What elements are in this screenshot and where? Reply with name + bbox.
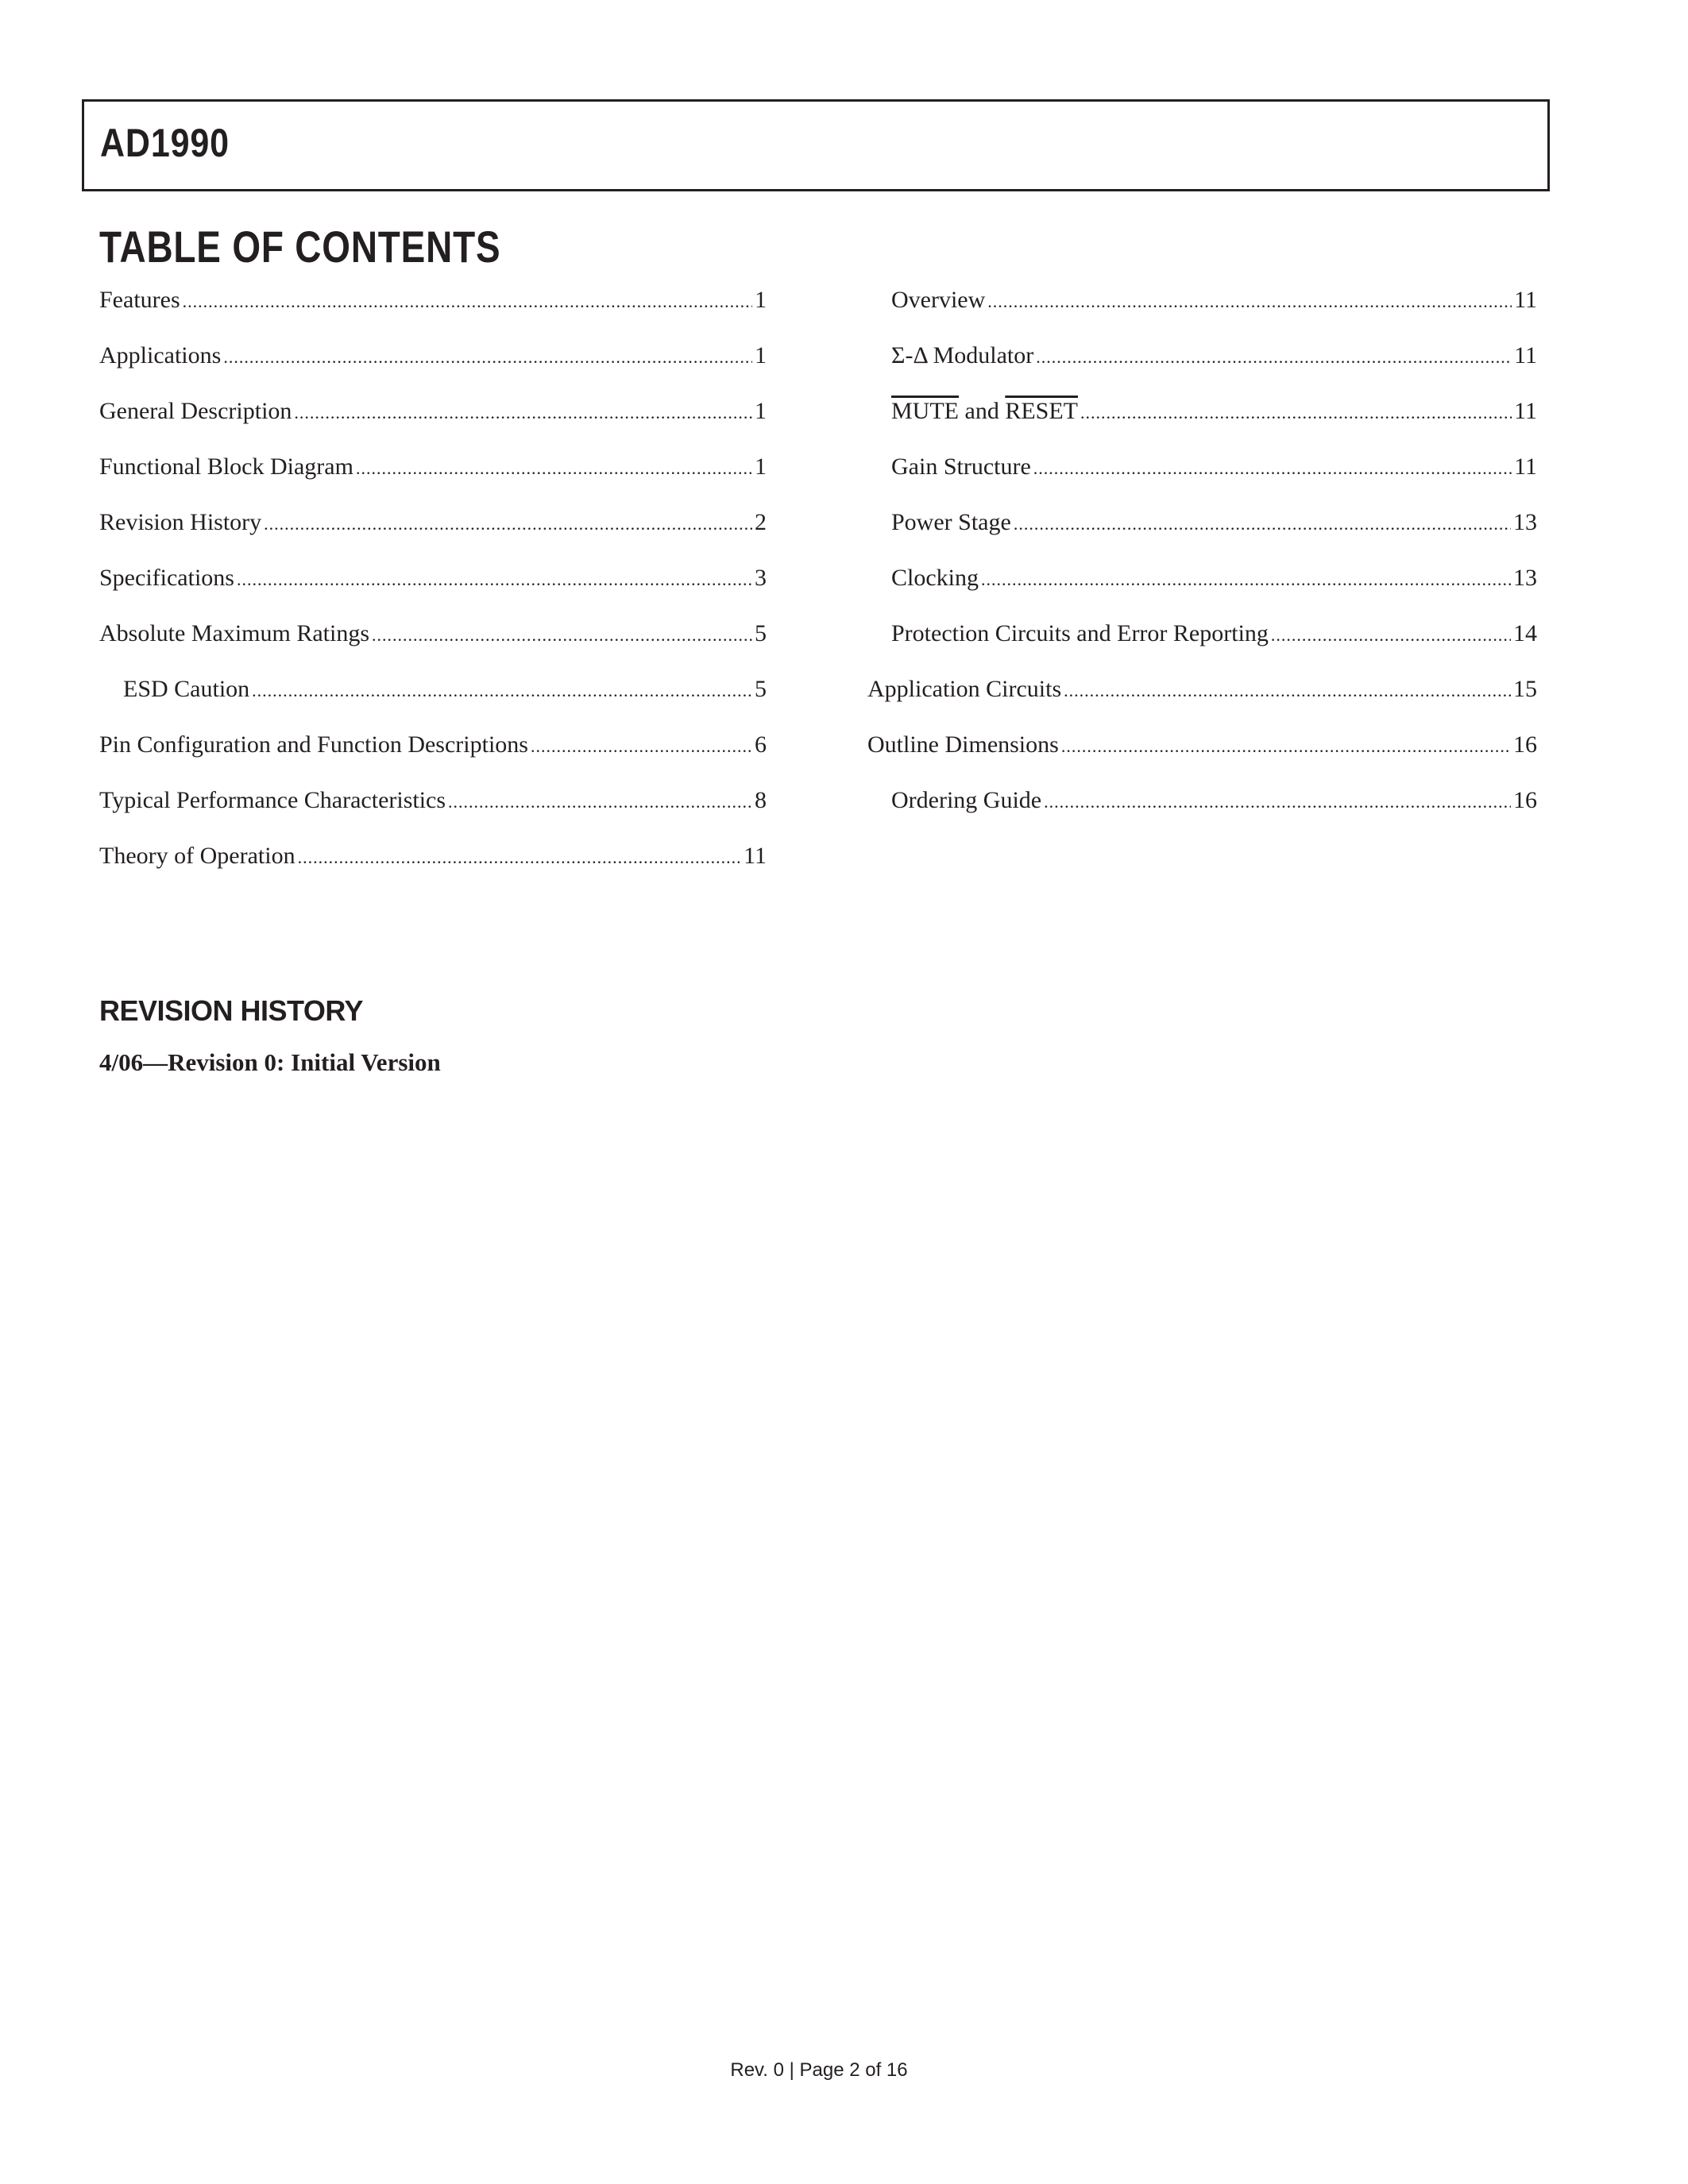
- toc-leader-dots: [223, 338, 752, 376]
- toc-entry-revision-history[interactable]: [99, 504, 767, 560]
- toc-entry-label: Outline Dimensions: [867, 731, 1059, 758]
- toc-entry-protection-circuits[interactable]: [867, 615, 1537, 671]
- toc-entry-label: Typical Performance Characteristics: [99, 787, 446, 813]
- toc-leader-dots: [1080, 393, 1512, 431]
- toc-page-number: 14: [1513, 620, 1537, 646]
- toc-leader-dots: [252, 671, 752, 709]
- toc-page-number: 15: [1513, 676, 1537, 702]
- toc-page-number: 11: [1514, 287, 1537, 313]
- toc-leader-dots: [298, 838, 742, 876]
- toc-entry-overview[interactable]: [867, 282, 1537, 338]
- toc-left-column: [99, 282, 767, 893]
- toc-leader-dots: [1036, 338, 1512, 376]
- toc-leader-dots: [987, 282, 1512, 320]
- toc-page-number: 16: [1513, 787, 1537, 813]
- toc-page-number: 8: [755, 787, 767, 813]
- toc-entry-label: Application Circuits: [867, 676, 1062, 702]
- toc-entry-label: Applications: [99, 342, 222, 369]
- toc-entry-label: Revision History: [99, 509, 262, 535]
- toc-leader-dots: [448, 782, 752, 820]
- toc-page-number: 11: [744, 843, 767, 869]
- toc-page-number: 5: [755, 620, 767, 646]
- toc-entry-label: Features: [99, 287, 180, 313]
- toc-entry-functional-block-diagram[interactable]: [99, 449, 767, 504]
- toc-page-number: 1: [755, 287, 767, 313]
- toc-leader-dots: [356, 449, 752, 487]
- revision-history-heading: REVISION HISTORY: [99, 994, 364, 1027]
- toc-leader-dots: [1271, 615, 1511, 654]
- toc-entry-label: ESD Caution: [123, 676, 250, 702]
- toc-page-number: 11: [1514, 453, 1537, 480]
- toc-entry-label: General Description: [99, 398, 292, 424]
- toc-entry-label: Ordering Guide: [891, 787, 1042, 813]
- toc-entry-label: Protection Circuits and Error Reporting: [891, 620, 1269, 646]
- toc-entry-label: Clocking: [891, 565, 979, 591]
- toc-page-number: 5: [755, 676, 767, 702]
- toc-leader-dots: [981, 560, 1511, 598]
- toc-entry-general-description[interactable]: [99, 393, 767, 449]
- toc-right-column: [867, 282, 1537, 838]
- reset-overlined: RESET: [1005, 398, 1078, 424]
- toc-entry-absolute-maximum-ratings[interactable]: [99, 615, 767, 671]
- toc-entry-typical-performance[interactable]: [99, 782, 767, 838]
- and-text: and: [964, 398, 999, 424]
- toc-leader-dots: [237, 560, 752, 598]
- toc-entry-label: Pin Configuration and Function Descriptions: [99, 731, 528, 758]
- toc-entry-label: Absolute Maximum Ratings: [99, 620, 369, 646]
- toc-page-number: 3: [755, 565, 767, 591]
- toc-page-number: 16: [1513, 731, 1537, 758]
- header-box: [82, 99, 1550, 191]
- toc-entry-label: Theory of Operation: [99, 843, 295, 869]
- page-footer: Rev. 0 | Page 2 of 16: [730, 2059, 908, 2081]
- toc-entry-mute-and-reset[interactable]: [867, 393, 1537, 449]
- toc-page-number: 2: [755, 509, 767, 535]
- toc-leader-dots: [372, 615, 752, 654]
- toc-entry-clocking[interactable]: [867, 560, 1537, 615]
- toc-leader-dots: [183, 282, 752, 320]
- toc-leader-dots: [1061, 727, 1511, 765]
- part-number: AD1990: [100, 121, 230, 165]
- toc-leader-dots: [1064, 671, 1511, 709]
- toc-page-number: 13: [1513, 565, 1537, 591]
- toc-entry-label: Power Stage: [891, 509, 1011, 535]
- toc-leader-dots: [1033, 449, 1512, 487]
- toc-page-number: 11: [1514, 342, 1537, 369]
- toc-leader-dots: [531, 727, 752, 765]
- toc-entry-label: [891, 393, 1078, 430]
- toc-entry-theory-of-operation[interactable]: [99, 838, 767, 893]
- toc-leader-dots: [1014, 504, 1511, 542]
- toc-entry-outline-dimensions[interactable]: [867, 727, 1537, 782]
- toc-entry-label: Gain Structure: [891, 453, 1031, 480]
- toc-entry-specifications[interactable]: [99, 560, 767, 615]
- toc-leader-dots: [294, 393, 752, 431]
- toc-entry-gain-structure[interactable]: [867, 449, 1537, 504]
- toc-entry-applications[interactable]: [99, 338, 767, 393]
- toc-entry-label: Σ-Δ Modulator: [891, 342, 1034, 369]
- toc-entry-power-stage[interactable]: [867, 504, 1537, 560]
- revision-history-entry: 4/06—Revision 0: Initial Version: [99, 1048, 441, 1076]
- toc-leader-dots: [1044, 782, 1511, 820]
- toc-leader-dots: [264, 504, 752, 542]
- toc-page-number: 6: [755, 731, 767, 758]
- mute-overlined: MUTE: [891, 398, 959, 424]
- toc-page-number: 1: [755, 342, 767, 369]
- toc-entry-features[interactable]: [99, 282, 767, 338]
- toc-entry-esd-caution[interactable]: [99, 671, 767, 727]
- toc-page-number: 1: [755, 398, 767, 424]
- toc-entry-label: Specifications: [99, 565, 234, 591]
- toc-entry-ordering-guide[interactable]: [867, 782, 1537, 838]
- toc-page-number: 11: [1514, 398, 1537, 424]
- toc-title: TABLE OF CONTENTS: [99, 222, 501, 272]
- toc-entry-label: Functional Block Diagram: [99, 453, 353, 480]
- toc-entry-sigma-delta-modulator[interactable]: [867, 338, 1537, 393]
- toc-entry-pin-configuration[interactable]: [99, 727, 767, 782]
- toc-page-number: 1: [755, 453, 767, 480]
- toc-entry-label: Overview: [891, 287, 986, 313]
- toc-page-number: 13: [1513, 509, 1537, 535]
- toc-entry-application-circuits[interactable]: [867, 671, 1537, 727]
